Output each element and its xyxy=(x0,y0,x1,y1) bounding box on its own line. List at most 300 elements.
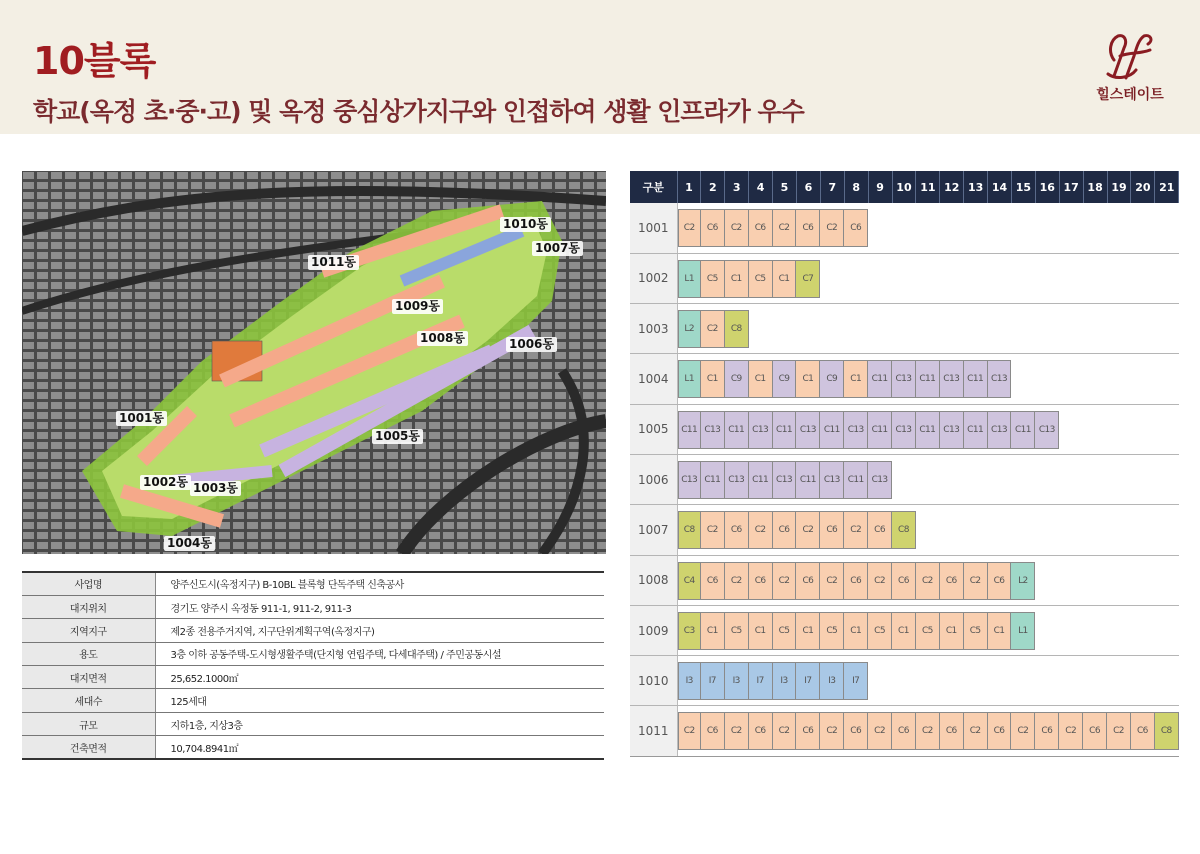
unit-cell xyxy=(916,605,940,655)
unit-cell xyxy=(749,404,773,454)
unit-type-label: C8 xyxy=(678,511,701,549)
block-title: 10블록 xyxy=(33,39,156,83)
grid-row-header: 1007 xyxy=(630,505,677,555)
unit-type-label: C13 xyxy=(988,411,1012,449)
empty-cell xyxy=(988,656,1012,706)
unit-cell xyxy=(749,354,773,404)
unit-type-label: C13 xyxy=(940,411,964,449)
empty-cell xyxy=(964,203,988,253)
map-label: 1011동 xyxy=(308,255,359,270)
unit-type-label: C6 xyxy=(701,712,725,750)
unit-cell xyxy=(844,404,868,454)
map-label: 1008동 xyxy=(417,331,468,346)
unit-type-label: I7 xyxy=(701,662,725,700)
empty-cell xyxy=(1131,304,1155,354)
unit-type-label: C5 xyxy=(868,612,892,650)
grid-row xyxy=(630,706,1179,756)
unit-cell xyxy=(677,253,701,303)
unit-cell xyxy=(964,354,988,404)
grid-row-header: 1006 xyxy=(630,454,677,504)
unit-cell xyxy=(796,706,820,756)
header-band xyxy=(0,0,1200,134)
info-label: 세대수 xyxy=(22,689,155,712)
unit-type-label: C9 xyxy=(725,360,749,398)
empty-cell xyxy=(892,454,916,504)
unit-type-label: C11 xyxy=(916,411,940,449)
info-value: 3층 이하 공동주택-도시형생활주택(단지형 연립주택, 다세대주택) / 주민공동시설 xyxy=(155,642,604,665)
empty-cell xyxy=(1083,304,1107,354)
empty-cell xyxy=(1011,253,1035,303)
unit-type-label: C11 xyxy=(701,461,725,499)
empty-cell xyxy=(1059,454,1083,504)
unit-type-label: C2 xyxy=(964,562,988,600)
empty-cell xyxy=(1083,454,1107,504)
info-value: 양주신도시(옥정지구) B-10BL 블록형 단독주택 신축공사 xyxy=(155,572,604,595)
empty-cell xyxy=(1035,656,1059,706)
unit-cell xyxy=(1011,404,1035,454)
unit-type-label: C2 xyxy=(964,712,988,750)
empty-cell xyxy=(1059,304,1083,354)
unit-cell xyxy=(844,555,868,605)
unit-type-label: C6 xyxy=(988,712,1012,750)
grid-column-header: 9 xyxy=(868,171,892,203)
unit-type-label: C11 xyxy=(868,411,892,449)
empty-cell xyxy=(773,304,797,354)
unit-type-label: C6 xyxy=(773,511,797,549)
unit-cell xyxy=(773,203,797,253)
unit-type-label: C11 xyxy=(796,461,820,499)
grid-column-header: 5 xyxy=(773,171,797,203)
unit-type-label: C2 xyxy=(844,511,868,549)
unit-type-label: C6 xyxy=(701,562,725,600)
unit-cell xyxy=(701,203,725,253)
unit-type-label: C2 xyxy=(725,209,749,247)
unit-type-label: C13 xyxy=(773,461,797,499)
empty-cell xyxy=(1131,354,1155,404)
unit-cell xyxy=(820,555,844,605)
unit-cell xyxy=(1035,404,1059,454)
empty-cell xyxy=(988,454,1012,504)
hillstate-logo xyxy=(1082,30,1178,114)
unit-cell xyxy=(677,656,701,706)
unit-cell xyxy=(988,404,1012,454)
info-value: 제2종 전용주거지역, 지구단위계획구역(옥정지구) xyxy=(155,619,604,642)
unit-cell xyxy=(796,454,820,504)
grid-column-header: 4 xyxy=(749,171,773,203)
unit-type-label: C8 xyxy=(1155,712,1179,750)
empty-cell xyxy=(1107,404,1131,454)
grid-row xyxy=(630,354,1179,404)
empty-cell xyxy=(1083,656,1107,706)
unit-cell xyxy=(916,404,940,454)
grid-column-header: 12 xyxy=(940,171,964,203)
unit-type-label: C2 xyxy=(1059,712,1083,750)
empty-cell xyxy=(1083,354,1107,404)
unit-type-label: C13 xyxy=(725,461,749,499)
info-value: 지하1층, 지상3층 xyxy=(155,712,604,735)
unit-type-label: C13 xyxy=(988,360,1012,398)
empty-cell xyxy=(1035,605,1059,655)
empty-cell xyxy=(892,203,916,253)
unit-type-label: C13 xyxy=(868,461,892,499)
map-label: 1009동 xyxy=(392,299,443,314)
unit-type-label: C13 xyxy=(749,411,773,449)
unit-type-label: I3 xyxy=(773,662,797,700)
unit-type-label: C5 xyxy=(916,612,940,650)
grid-row xyxy=(630,253,1179,303)
grid-column-header: 20 xyxy=(1131,171,1155,203)
unit-cell xyxy=(820,354,844,404)
unit-cell xyxy=(725,203,749,253)
empty-cell xyxy=(1131,656,1155,706)
map-label: 1007동 xyxy=(532,241,583,256)
unit-type-label: C13 xyxy=(892,360,916,398)
unit-cell xyxy=(773,555,797,605)
empty-cell xyxy=(916,505,940,555)
unit-cell xyxy=(988,706,1012,756)
empty-cell xyxy=(1011,304,1035,354)
unit-cell xyxy=(1107,706,1131,756)
unit-type-label: I7 xyxy=(749,662,773,700)
unit-cell xyxy=(773,656,797,706)
unit-cell xyxy=(940,706,964,756)
unit-type-label: C6 xyxy=(725,511,749,549)
unit-cell xyxy=(677,354,701,404)
unit-type-label: C6 xyxy=(1083,712,1107,750)
grid-column-header: 17 xyxy=(1059,171,1083,203)
unit-cell xyxy=(773,404,797,454)
unit-cell xyxy=(844,354,868,404)
empty-cell xyxy=(1155,404,1179,454)
unit-cell xyxy=(796,656,820,706)
unit-type-label: C1 xyxy=(892,612,916,650)
empty-cell xyxy=(1035,505,1059,555)
empty-cell xyxy=(1059,656,1083,706)
unit-type-label: C2 xyxy=(916,712,940,750)
unit-type-label: C13 xyxy=(678,461,701,499)
unit-type-label: C11 xyxy=(749,461,773,499)
grid-column-header: 10 xyxy=(892,171,916,203)
info-value: 25,652.1000㎡ xyxy=(155,666,604,689)
unit-cell xyxy=(677,505,701,555)
unit-type-label: C1 xyxy=(796,360,820,398)
logo-text: 힐스테이트 xyxy=(1096,87,1164,103)
empty-cell xyxy=(1059,253,1083,303)
unit-cell xyxy=(868,605,892,655)
unit-type-label: C6 xyxy=(1035,712,1059,750)
unit-type-label: C8 xyxy=(725,310,749,348)
unit-type-label: C2 xyxy=(678,712,701,750)
unit-cell xyxy=(940,404,964,454)
unit-cell xyxy=(773,354,797,404)
unit-type-label: C11 xyxy=(725,411,749,449)
unit-type-label: L1 xyxy=(678,360,701,398)
unit-cell xyxy=(725,354,749,404)
unit-type-label: C4 xyxy=(678,562,701,600)
unit-type-label: C6 xyxy=(892,712,916,750)
unit-cell xyxy=(820,203,844,253)
unit-type-label: C5 xyxy=(773,612,797,650)
unit-cell xyxy=(701,253,725,303)
unit-cell xyxy=(988,555,1012,605)
unit-cell xyxy=(725,605,749,655)
unit-cell xyxy=(701,656,725,706)
info-value: 경기도 양주시 옥정동 911-1, 911-2, 911-3 xyxy=(155,595,604,618)
unit-type-label: C6 xyxy=(1131,712,1155,750)
grid-column-header: 16 xyxy=(1035,171,1059,203)
info-label: 대지면적 xyxy=(22,666,155,689)
empty-cell xyxy=(916,203,940,253)
site-aerial-map xyxy=(22,171,606,554)
empty-cell xyxy=(940,454,964,504)
unit-cell xyxy=(892,354,916,404)
info-label: 용도 xyxy=(22,642,155,665)
unit-cell xyxy=(749,656,773,706)
unit-cell xyxy=(844,505,868,555)
empty-cell xyxy=(1083,505,1107,555)
empty-cell xyxy=(1131,605,1155,655)
unit-cell xyxy=(749,253,773,303)
empty-cell xyxy=(749,304,773,354)
unit-type-label: C9 xyxy=(773,360,797,398)
info-row xyxy=(22,736,604,759)
grid-row xyxy=(630,454,1179,504)
unit-cell xyxy=(868,454,892,504)
unit-type-label: C5 xyxy=(964,612,988,650)
grid-row-header: 1002 xyxy=(630,253,677,303)
grid-column-header: 1 xyxy=(677,171,701,203)
info-label: 사업명 xyxy=(22,572,155,595)
empty-cell xyxy=(1035,354,1059,404)
unit-type-label: L2 xyxy=(1011,562,1035,600)
grid-row-header: 1004 xyxy=(630,354,677,404)
unit-cell xyxy=(940,354,964,404)
unit-type-label: C13 xyxy=(820,461,844,499)
unit-type-label: C11 xyxy=(964,360,988,398)
unit-cell xyxy=(677,404,701,454)
empty-cell xyxy=(1083,203,1107,253)
unit-type-label: C6 xyxy=(820,511,844,549)
grid-column-header: 7 xyxy=(820,171,844,203)
info-value: 10,704.8941㎡ xyxy=(155,736,604,759)
unit-type-label: C6 xyxy=(749,209,773,247)
empty-cell xyxy=(1155,555,1179,605)
empty-cell xyxy=(1107,505,1131,555)
unit-cell xyxy=(820,454,844,504)
unit-cell xyxy=(773,454,797,504)
unit-cell xyxy=(892,605,916,655)
unit-type-label: C6 xyxy=(988,562,1012,600)
unit-cell xyxy=(1011,706,1035,756)
empty-cell xyxy=(1107,253,1131,303)
unit-cell xyxy=(796,354,820,404)
empty-cell xyxy=(892,656,916,706)
grid-row xyxy=(630,304,1179,354)
unit-type-label: I7 xyxy=(796,662,820,700)
empty-cell xyxy=(940,505,964,555)
unit-type-label: C1 xyxy=(844,360,868,398)
grid-row xyxy=(630,505,1179,555)
grid-column-header: 8 xyxy=(844,171,868,203)
map-label: 1004동 xyxy=(164,536,215,551)
empty-cell xyxy=(1011,656,1035,706)
empty-cell xyxy=(1083,253,1107,303)
empty-cell xyxy=(1059,605,1083,655)
unit-cell xyxy=(1011,605,1035,655)
unit-cell xyxy=(773,253,797,303)
unit-cell xyxy=(749,203,773,253)
unit-type-label: C6 xyxy=(844,209,868,247)
grid-row xyxy=(630,656,1179,706)
unit-type-label: L1 xyxy=(678,260,701,298)
unit-cell xyxy=(677,555,701,605)
empty-cell xyxy=(1035,304,1059,354)
unit-cell xyxy=(725,555,749,605)
unit-type-label: C2 xyxy=(725,712,749,750)
empty-cell xyxy=(1059,505,1083,555)
unit-type-label: C6 xyxy=(796,712,820,750)
empty-cell xyxy=(988,505,1012,555)
empty-cell xyxy=(1083,605,1107,655)
unit-type-label: I7 xyxy=(844,662,868,700)
unit-type-label: C1 xyxy=(725,260,749,298)
grid-row-header: 1003 xyxy=(630,304,677,354)
grid-column-header: 13 xyxy=(964,171,988,203)
unit-cell xyxy=(868,404,892,454)
unit-cell xyxy=(892,505,916,555)
empty-cell xyxy=(1107,555,1131,605)
unit-type-label: C11 xyxy=(1011,411,1035,449)
empty-cell xyxy=(1011,203,1035,253)
unit-cell xyxy=(725,304,749,354)
unit-type-label: C2 xyxy=(820,562,844,600)
grid-column-header: 6 xyxy=(796,171,820,203)
empty-cell xyxy=(964,304,988,354)
unit-cell xyxy=(773,605,797,655)
empty-cell xyxy=(1107,656,1131,706)
unit-cell xyxy=(677,605,701,655)
unit-cell xyxy=(725,253,749,303)
info-label: 규모 xyxy=(22,712,155,735)
unit-cell xyxy=(940,555,964,605)
unit-type-label: C7 xyxy=(796,260,820,298)
info-label: 건축면적 xyxy=(22,736,155,759)
unit-cell xyxy=(844,605,868,655)
unit-cell xyxy=(701,354,725,404)
empty-cell xyxy=(868,304,892,354)
empty-cell xyxy=(1035,203,1059,253)
unit-cell xyxy=(796,253,820,303)
unit-cell xyxy=(701,605,725,655)
unit-cell xyxy=(701,706,725,756)
unit-cell xyxy=(868,505,892,555)
unit-type-label: C1 xyxy=(749,360,773,398)
unit-type-label: C1 xyxy=(844,612,868,650)
unit-type-label: C1 xyxy=(701,612,725,650)
unit-cell xyxy=(773,505,797,555)
empty-cell xyxy=(1131,454,1155,504)
empty-cell xyxy=(892,304,916,354)
empty-cell xyxy=(940,304,964,354)
info-label: 지역지구 xyxy=(22,619,155,642)
empty-cell xyxy=(1107,454,1131,504)
empty-cell xyxy=(1131,505,1155,555)
unit-cell xyxy=(820,505,844,555)
unit-type-label: C6 xyxy=(844,712,868,750)
grid-row-header: 1010 xyxy=(630,656,677,706)
info-row xyxy=(22,572,604,595)
unit-cell xyxy=(820,656,844,706)
map-label: 1003동 xyxy=(190,481,241,496)
empty-cell xyxy=(964,505,988,555)
unit-type-label: C2 xyxy=(1107,712,1131,750)
unit-cell xyxy=(677,454,701,504)
info-row xyxy=(22,642,604,665)
unit-cell xyxy=(988,605,1012,655)
page-subtitle: 학교(옥정 초·중·고) 및 옥정 중심상가지구와 인접하여 생활 인프라가 우수 xyxy=(33,97,804,126)
unit-type-label: C5 xyxy=(820,612,844,650)
unit-cell xyxy=(701,505,725,555)
unit-cell xyxy=(844,454,868,504)
empty-cell xyxy=(820,304,844,354)
empty-cell xyxy=(1155,354,1179,404)
grid-corner-header: 구분 xyxy=(630,171,677,203)
empty-cell xyxy=(1155,304,1179,354)
unit-type-grid xyxy=(630,171,1179,757)
unit-cell xyxy=(1131,706,1155,756)
empty-cell xyxy=(1059,203,1083,253)
unit-type-label: C2 xyxy=(725,562,749,600)
grid-column-header: 3 xyxy=(725,171,749,203)
map-label: 1010동 xyxy=(500,217,551,232)
unit-cell xyxy=(1035,706,1059,756)
empty-cell xyxy=(1155,656,1179,706)
empty-cell xyxy=(1131,203,1155,253)
unit-type-label: C6 xyxy=(868,511,892,549)
unit-type-label: C2 xyxy=(916,562,940,600)
unit-cell xyxy=(964,555,988,605)
grid-column-header: 11 xyxy=(916,171,940,203)
unit-type-label: C2 xyxy=(820,712,844,750)
empty-cell xyxy=(844,253,868,303)
unit-cell xyxy=(677,203,701,253)
empty-cell xyxy=(1011,505,1035,555)
empty-cell xyxy=(1155,454,1179,504)
empty-cell xyxy=(916,656,940,706)
unit-cell xyxy=(701,304,725,354)
empty-cell xyxy=(916,454,940,504)
empty-cell xyxy=(1107,304,1131,354)
empty-cell xyxy=(1059,404,1083,454)
unit-cell xyxy=(796,404,820,454)
unit-type-label: C3 xyxy=(678,612,701,650)
unit-type-label: C2 xyxy=(820,209,844,247)
grid-column-header: 21 xyxy=(1155,171,1179,203)
unit-type-label: C2 xyxy=(701,511,725,549)
unit-cell xyxy=(988,354,1012,404)
map-label: 1006동 xyxy=(506,337,557,352)
unit-type-label: C9 xyxy=(820,360,844,398)
empty-cell xyxy=(1155,605,1179,655)
grid-row-header: 1011 xyxy=(630,706,677,756)
unit-cell xyxy=(868,706,892,756)
unit-cell xyxy=(1155,706,1179,756)
unit-type-label: C6 xyxy=(749,562,773,600)
unit-type-label: C11 xyxy=(916,360,940,398)
grid-row xyxy=(630,404,1179,454)
empty-cell xyxy=(868,203,892,253)
unit-type-label: C1 xyxy=(988,612,1012,650)
